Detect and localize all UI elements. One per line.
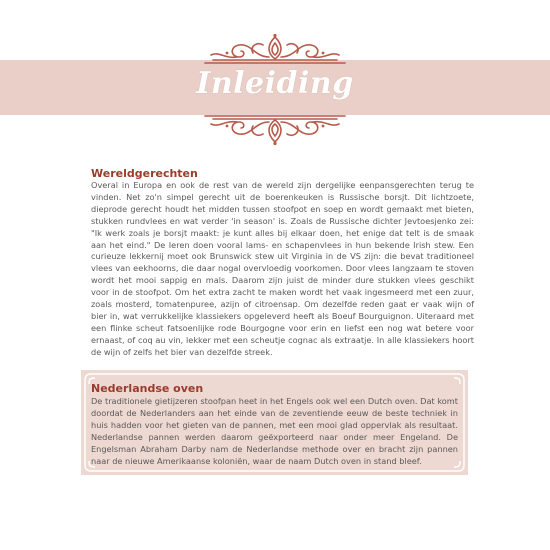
info-box-heading: Nederlandse oven — [91, 382, 204, 395]
ornament-bottom-icon — [203, 110, 347, 146]
section-body: Overal in Europa en ook de rest van de wereld zijn dergelijke eenpansgerechten terug te vinden. Net zo'n simpel gerecht uit de boerenkeuken is Russische borsjt. Dit lichtzoete, dieprode gerecht houdt het midden tussen stoofpot en soep en wordt gemaakt met bieten, stukken rundvlees en wat verder 'in season' is. Zoals de Russische dichter Jevtoesjenko zei: "Ik werk zoals je borsjt maakt: je kunt alles bij elkaar doen, het enige dat telt is de smaak aan het eind." De Ieren doen vooral lams- en schapenvlees in hun bekende Irish stew. Een curieuze lekkernij moet ook Brunswick stew uit Virginia in de VS zijn: die bevat traditioneel vlees van eekhoorns, die daar nogal overvloedig voorkomen. Door vlees langzaam te stoven wordt het mooi sappig en mals. Daarom zijn juist de minder dure stukken vlees geschikt voor in de stoofpot. Om het extra zacht te maken wordt het vaak ingesmeerd met een zuur, zoals mosterd, tomatenpuree, azijn of citroensap. Om dezelfde reden gaat er vaak wijn of bier in, wat verrukkelijke klassiekers opgeleverd heeft als Boeuf Bourguignon. Uiteraard met een flinke scheut fatsoenlijke rode Bourgogne voor erin en liefst een nog wat betere voor ernaast, of coq au vin, lekker met een scheutje cognac als extraatje. In alle klassiekers hoort de wijn of zelfs het bier van dezelfde streek. — [91, 180, 474, 357]
section-wereldgerechten — [91, 167, 474, 359]
page-title: Inleiding — [196, 66, 354, 101]
ornament-top-icon — [203, 33, 347, 69]
section-heading: Wereldgerechten — [91, 167, 198, 180]
info-box — [81, 370, 468, 475]
info-box-body: De traditionele gietijzeren stoofpan heet in het Engels ook wel een Dutch oven. Dat komt doordat de Nederlanders aan het einde van de zeventiende eeuw de beste techniek in huis hadden voor het gieten van de pannen, met een mooi glad oppervlak als resultaat. Nederlandse pannen werden daarom geëxporteerd naar onder meer Engeland. De Engelsman Abraham Darby nam de Nederlandse methode over en bracht zijn pannen naar de nieuwe Amerikaanse koloniën, waar de naam Dutch oven in stand bleef. — [91, 396, 458, 466]
info-box-content — [91, 382, 458, 467]
